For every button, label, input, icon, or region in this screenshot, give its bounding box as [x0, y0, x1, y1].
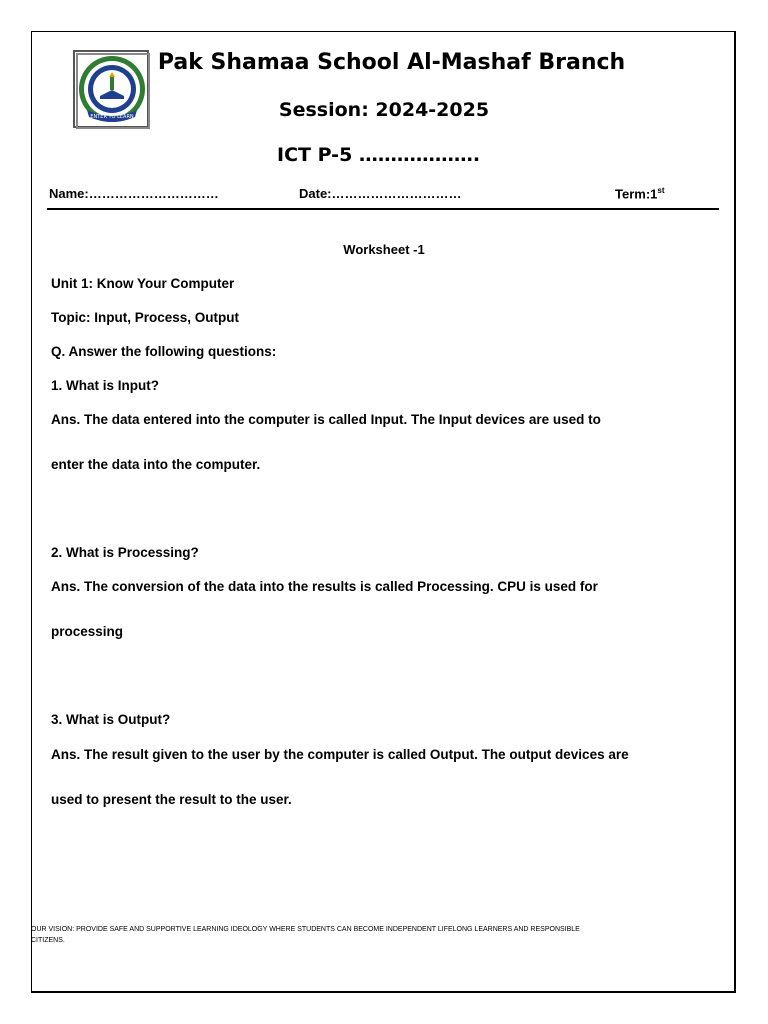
vision-statement: [31, 924, 711, 946]
vision-line-2: CITIZENS.: [31, 937, 65, 944]
answer-1-line-2: enter the data into the computer.: [51, 457, 261, 472]
school-name: Pak Shamaa School Al-Mashaf Branch: [157, 50, 626, 75]
term-suffix: st: [657, 186, 665, 195]
answer-3-line-1: Ans. The result given to the user by the computer is called Output. The output devices are: [51, 747, 629, 762]
question-2: 2. What is Processing?: [51, 545, 199, 560]
header-divider: [47, 208, 719, 210]
worksheet-title: Worksheet -1: [343, 242, 425, 257]
instruction-line: Q. Answer the following questions:: [51, 344, 277, 359]
date-field: Date:…………………………: [299, 186, 462, 201]
page-frame: [31, 31, 736, 993]
answer-2-line-1: Ans. The conversion of the data into the results is called Processing. CPU is used for: [51, 579, 598, 594]
subject-title: ICT P-5 ……………….: [277, 144, 481, 166]
vision-line-1: OUR VISION: PROVIDE SAFE AND SUPPORTIVE LEARNING IDEOLOGY WHERE STUDENTS CAN BECOME INDEPENDENT LIFELONG LEARNERS AND RESPONSIBLE: [31, 926, 580, 933]
answer-2-line-2: processing: [51, 624, 124, 639]
student-info-row: [49, 186, 719, 206]
svg-text:ENTER TO LEARN: ENTER TO LEARN: [90, 114, 134, 120]
session-title: Session: 2024-2025: [278, 99, 490, 121]
answer-3-line-2: used to present the result to the user.: [51, 792, 292, 807]
topic-line: Topic: Input, Process, Output: [51, 310, 239, 325]
question-3: 3. What is Output?: [51, 712, 171, 727]
unit-line: Unit 1: Know Your Computer: [51, 276, 235, 291]
answer-1-line-1: Ans. The data entered into the computer is called Input. The Input devices are used to: [51, 412, 601, 427]
question-1: 1. What is Input?: [51, 378, 159, 393]
term-field: [615, 186, 665, 201]
name-field: Name:…………………………: [49, 186, 219, 201]
term-label: Term:1: [615, 186, 658, 202]
